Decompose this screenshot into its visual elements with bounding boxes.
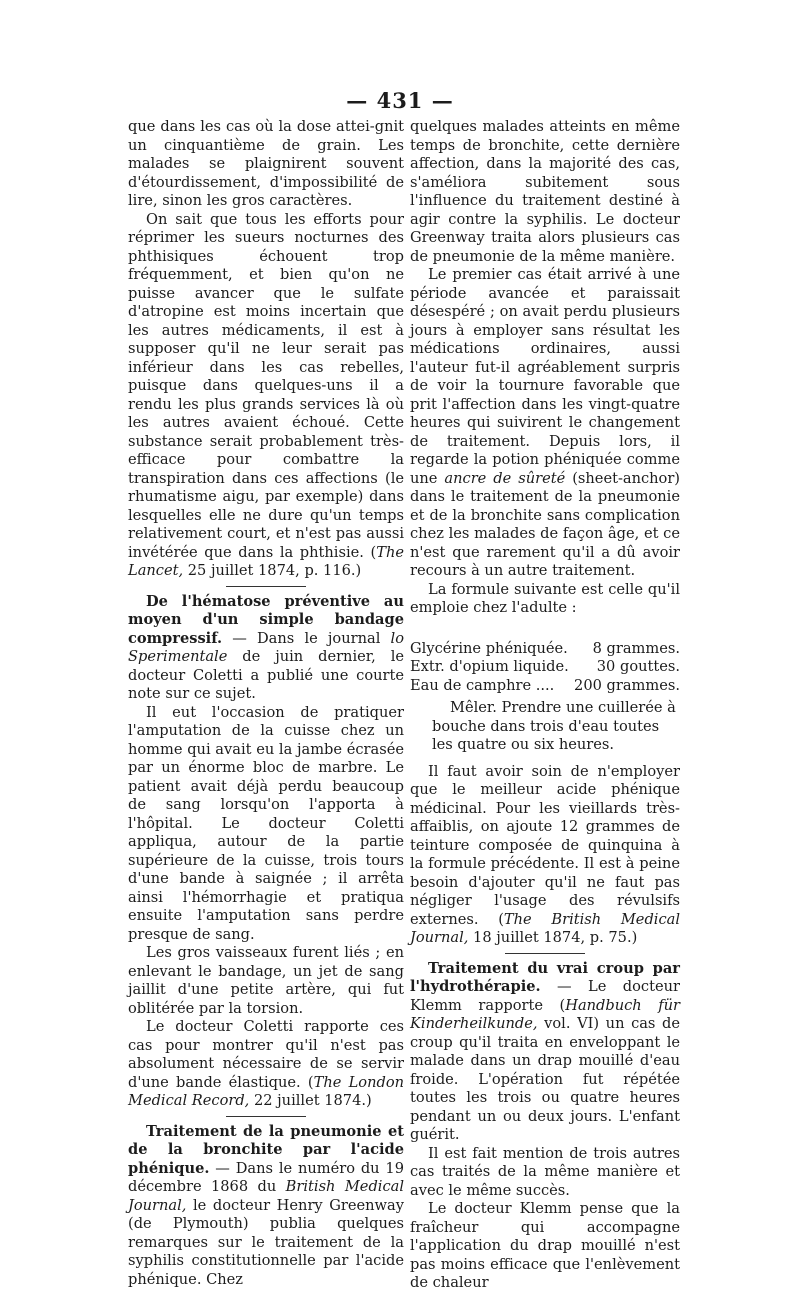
paragraph: Le docteur Coletti rapporte ces cas pour montrer qu'il n'est pas absolument nécessaire de se servir d'une bande élastique. (The London Medical Record, 22 juillet 1874.) bbox=[128, 1018, 404, 1109]
paragraph: Les gros vaisseaux furent liés ; en enlevant le bandage, un jet de sang jaillit d'une petite artère, qui fut oblitérée par la torsion. bbox=[128, 944, 404, 1017]
article-paragraph: Traitement du vrai croup par l'hydrothérapie. — Le docteur Klemm rapporte (Handbuch für Kinderheilkunde, vol. VI) un cas de croup qu'il traita en enveloppant le malade dans un drap mouillé d'eau froide. L'opération fut répétée toutes les trois ou quatre heures pendant un ou deux jours. L'enfant guérit. bbox=[410, 959, 680, 1143]
citation-source: British Medical Journal, bbox=[128, 1178, 404, 1214]
citation-source: The London Medical Record, bbox=[128, 1073, 404, 1109]
paragraph: Le premier cas était arrivé à une période avancée et paraissait désespéré ; on avait perdu plusieurs jours à employer sans résultat les médications ordinaires, aussi l'auteur fut-il agréablement surpris de voir la tournure favorable que prit l'affection dans les vingt-quatre heures qui suivirent le changement de traitement. Depuis lors, il regarde la potion phéniquée comme une ancre de sûreté (sheet-anchor) dans le traitement de la pneumonie et de la bronchite sans complication chez les malades de façon âge, et ce n'est que rarement qu'il a dû avoir recours à un autre traitement. bbox=[410, 266, 681, 579]
left-column bbox=[128, 118, 404, 1289]
citation-source: Handbuch für Kinderheilkunde, bbox=[410, 996, 680, 1032]
section-divider bbox=[226, 586, 306, 587]
citation-source: lo Sperimentale bbox=[128, 629, 404, 665]
prescription-row: Eau de camphre .... 200 grammes. bbox=[410, 676, 680, 694]
prescription-row: Glycérine phéniquée. 8 grammes. bbox=[410, 639, 680, 657]
paragraph: que dans les cas où la dose attei-gnit un cinquantième de grain. Les malades se plaignirent souvent d'étourdissement, d'impossibilité de lire, sinon les gros caractères. bbox=[128, 118, 404, 209]
paragraph: On sait que tous les efforts pour réprimer les sueurs nocturnes des phthisiques échouent trop fréquemment, et bien qu'on ne puisse avancer que le sulfate d'atropine est moins incertain que les autres médicaments, il est à supposer qu'il ne leur serait pas inférieur dans les cas rebelles, puisque dans quelques-uns il a rendu les plus grands services là où les autres avaient échoué. Cette substance serait probablement très-efficace pour combattre la transpiration dans ces affections (le rhumatisme aigu, par exemple) dans lesquelles elle ne dure qu'un temps relativement court, et n'est pas aussi invétérée que dans la phthisie. (The Lancet, 25 juillet 1874, p. 116.) bbox=[128, 210, 404, 579]
article-paragraph: De l'hématose préventive au moyen d'un simple bandage compressif. — Dans le journal lo Sperimentale de juin dernier, le docteur Coletti a publié une courte note sur ce sujet. bbox=[128, 592, 404, 702]
section-divider bbox=[505, 953, 585, 954]
emphasis: ancre de sûreté bbox=[444, 469, 566, 487]
article-heading: De l'hématose préventive au moyen d'un simple bandage compressif. bbox=[128, 592, 404, 647]
paragraph: Il est fait mention de trois autres cas traités de la même manière et avec le même succès. bbox=[410, 1144, 680, 1199]
paragraph: Il eut l'occasion de pratiquer l'amputation de la cuisse chez un homme qui avait eu la jambe écrasée par un énorme bloc de marbre. Le patient avait déjà perdu beaucoup de sang lorsqu'on l'apporta à l'hôpital. Le docteur Coletti appliqua, autour de la partie supérieure de la cuisse, trois tours d'une bande à saignée ; il arrêta ainsi l'hémorrhagie et pratiqua ensuite l'amputation sans perdre presque de sang. bbox=[128, 703, 404, 943]
prescription-instructions: Mêler. Prendre une cuillerée à bouche dans trois d'eau toutes les quatre ou six heures. bbox=[432, 699, 676, 753]
right-column bbox=[410, 118, 680, 1293]
page-number: — 431 — bbox=[346, 88, 454, 113]
citation-source: The British Medical Journal, bbox=[410, 910, 680, 946]
article-heading: Traitement du vrai croup par l'hydrothérapie. bbox=[410, 959, 680, 995]
paragraph: Il faut avoir soin de n'employer que le meilleur acide phénique médicinal. Pour les vieillards très-affaiblis, on ajoute 12 grammes de teinture composée de quinquina à la formule précédente. Il est à peine besoin d'ajouter qu'il ne faut pas négliger l'usage des révulsifs externes. (The British Medical Journal, 18 juillet 1874, p. 75.) bbox=[410, 762, 680, 946]
prescription-row: Extr. d'opium liquide. 30 gouttes. bbox=[410, 658, 680, 675]
section-divider bbox=[226, 1116, 306, 1117]
article-heading: Traitement de la pneumonie et de la bronchite par l'acide phénique. bbox=[128, 1122, 404, 1177]
prescription bbox=[410, 640, 680, 755]
paragraph: La formule suivante est celle qu'il emploie chez l'adulte : bbox=[410, 580, 680, 616]
citation-source: The Lancet, bbox=[128, 543, 404, 579]
paragraph: Le docteur Klemm pense que la fraîcheur qui accompagne l'application du drap mouillé n'est pas moins efficace que l'enlèvement de chaleur bbox=[410, 1200, 680, 1291]
article-paragraph: Traitement de la pneumonie et de la bronchite par l'acide phénique. — Dans le numéro du 19 décembre 1868 du British Medical Journal, le docteur Henry Greenway (de Plymouth) publia quelques remarques sur le traitement de la syphilis constitutionnelle par l'acide phénique. Chez bbox=[128, 1122, 404, 1288]
paragraph: quelques malades atteints en même temps de bronchite, cette dernière affection, dans la majorité des cas, s'améliora subitement sous l'influence du traitement destiné à agir contre la syphilis. Le docteur Greenway traita alors plusieurs cas de pneumonie de la même manière. bbox=[410, 118, 680, 265]
